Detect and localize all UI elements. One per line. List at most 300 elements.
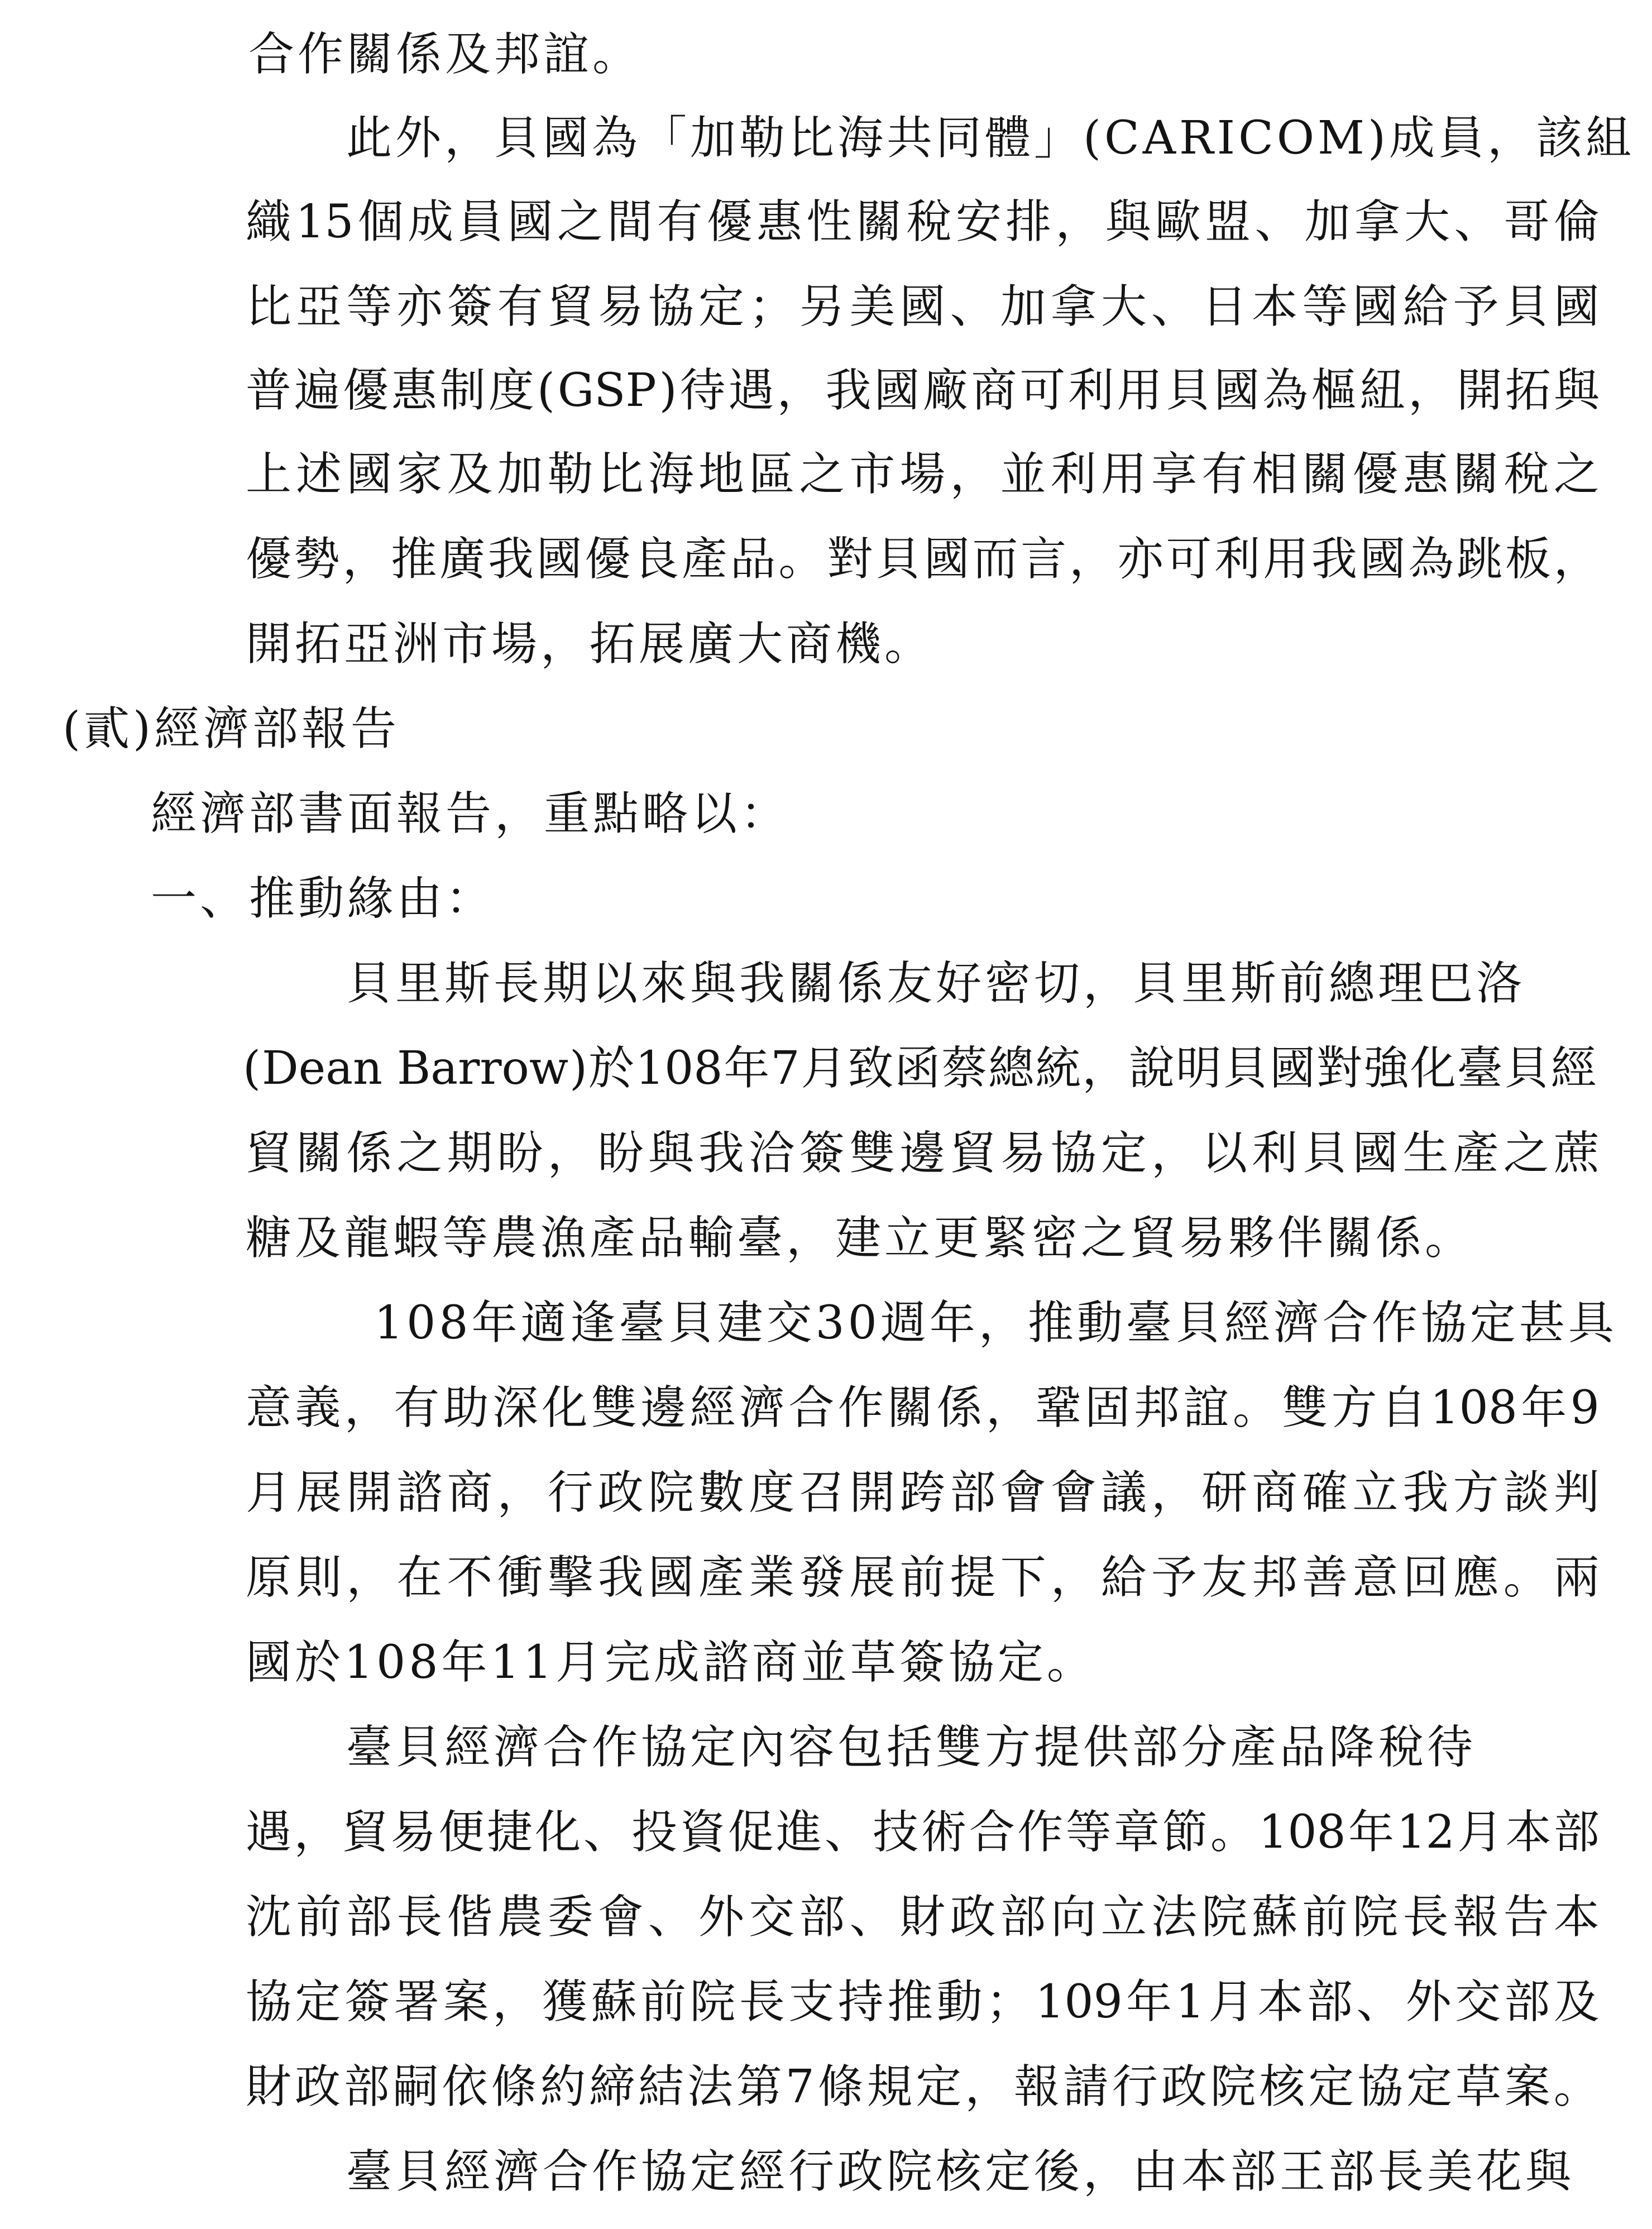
- text-glyph: 展: [296, 1466, 342, 1519]
- text-glyph: 盼: [497, 1127, 543, 1180]
- text-glyph: 兩: [1553, 1551, 1600, 1604]
- text-glyph: 期: [447, 1127, 493, 1180]
- text-glyph: 月: [1208, 1976, 1254, 2029]
- text-glyph: 之: [1553, 448, 1600, 501]
- text-glyph: 諮: [396, 1466, 443, 1519]
- text-glyph: 國: [1352, 280, 1399, 333]
- text-glyph: 易: [390, 1806, 437, 1859]
- text-glyph: 惠: [756, 195, 802, 248]
- text-glyph: 加: [1304, 195, 1351, 248]
- text-glyph: 易: [597, 280, 644, 333]
- text-glyph: 說: [1129, 1042, 1175, 1095]
- text-glyph: 推: [887, 1976, 933, 2029]
- text-glyph: 貝: [875, 533, 921, 586]
- text-glyph: ；: [985, 1976, 1032, 2029]
- text-glyph: 協: [648, 280, 694, 333]
- text-glyph: 關: [887, 1381, 933, 1434]
- text-glyph: 享: [1151, 448, 1197, 501]
- text-glyph: 利: [1050, 448, 1096, 501]
- text-glyph: 術: [921, 1806, 967, 1859]
- text-glyph: ，: [1050, 1551, 1096, 1604]
- text-glyph: 在: [396, 1551, 443, 1604]
- text-glyph: 部: [1000, 1891, 1046, 1944]
- text-glyph: ，: [1151, 1127, 1197, 1180]
- text-glyph: 我: [1311, 533, 1357, 586]
- text-glyph: 等: [346, 280, 392, 333]
- text-glyph: 部: [343, 2060, 390, 2113]
- text-glyph: 政: [294, 2060, 341, 2113]
- text-glyph: 並: [1000, 448, 1046, 501]
- text-glyph: 排: [1005, 195, 1052, 248]
- text-glyph: 等: [1302, 280, 1348, 333]
- text-line: [246, 1550, 1600, 1606]
- text-glyph: 待: [679, 364, 726, 417]
- text-glyph: 、: [648, 1891, 694, 1944]
- text-glyph: 我: [825, 364, 872, 417]
- text-glyph: 案: [1504, 2060, 1550, 2113]
- text-glyph: 個: [357, 195, 404, 248]
- text-glyph: 盟: [1205, 195, 1251, 248]
- text-glyph: 盼: [597, 1127, 644, 1180]
- text-glyph: 衝: [497, 1551, 543, 1604]
- text-glyph: 本: [1257, 1976, 1304, 2029]
- text-glyph: 雙: [591, 1381, 637, 1434]
- text-glyph: 關: [856, 195, 902, 248]
- text-glyph: 比: [246, 280, 292, 333]
- text-line: 國於108年11月完成諮商並草簽協定。: [246, 1636, 1096, 1689]
- text-glyph: 邊: [899, 1127, 946, 1180]
- text-glyph: 亦: [1117, 533, 1163, 586]
- text-glyph: 安: [955, 195, 1002, 248]
- text-line: [246, 363, 1600, 419]
- text-glyph: 跨: [899, 1466, 946, 1519]
- text-glyph: 數: [698, 1466, 744, 1519]
- text-glyph: 國: [1553, 280, 1600, 333]
- text-glyph: 用: [1117, 364, 1163, 417]
- text-glyph: 亞: [296, 280, 342, 333]
- text-glyph: 開: [1457, 364, 1503, 417]
- text-glyph: 善: [1302, 1551, 1348, 1604]
- text-glyph: 而: [972, 533, 1018, 586]
- text-glyph: 品: [730, 533, 776, 586]
- text-glyph: 廠: [922, 364, 969, 417]
- text-glyph: 之: [557, 195, 603, 248]
- text-glyph: 節: [1162, 1806, 1208, 1859]
- text-glyph: 與: [1553, 364, 1600, 417]
- text-glyph: 案: [443, 1976, 489, 2029]
- text-glyph: 嗣: [392, 2060, 439, 2113]
- text-glyph: ，: [985, 1381, 1032, 1434]
- paragraph-first-line: 108年適逢臺貝建交30週年，推動臺貝經濟合作協定甚具: [374, 1297, 1617, 1350]
- text-glyph: 關: [296, 1127, 342, 1180]
- text-glyph: 海: [648, 448, 694, 501]
- text-glyph: 協: [246, 1976, 292, 2029]
- text-glyph: 前: [296, 1891, 342, 1944]
- text-glyph: 產: [681, 533, 727, 586]
- text-glyph: 意: [1352, 1551, 1399, 1604]
- text-glyph: 108: [1430, 1381, 1517, 1434]
- text-glyph: 報: [1453, 1891, 1499, 1944]
- text-glyph: 成: [408, 195, 454, 248]
- text-glyph: 雙: [1282, 1381, 1328, 1434]
- text-glyph: 有: [497, 280, 543, 333]
- text-glyph: 勒: [547, 448, 593, 501]
- text-glyph: 樞: [1311, 364, 1357, 417]
- text-line: [246, 279, 1600, 335]
- text-glyph: 7: [785, 2060, 815, 2113]
- text-glyph: 貿: [547, 280, 593, 333]
- text-glyph: 跳: [1457, 533, 1503, 586]
- text-glyph: 定: [698, 280, 744, 333]
- text-line: [246, 1974, 1600, 2030]
- text-glyph: 美: [849, 280, 896, 333]
- text-glyph: 蔗: [1553, 1127, 1600, 1180]
- text-glyph: 友: [1201, 1551, 1248, 1604]
- text-glyph: 鞏: [1035, 1381, 1081, 1434]
- text-glyph: 政: [950, 1891, 996, 1944]
- text-glyph: 。: [1503, 1551, 1549, 1604]
- text-line: 開拓亞洲市場，拓展廣大商機。: [246, 618, 934, 671]
- text-glyph: 區: [749, 448, 795, 501]
- text-glyph: 與: [648, 1127, 694, 1180]
- text-glyph: 優: [246, 533, 292, 586]
- text-glyph: ，: [1082, 1042, 1128, 1095]
- text-glyph: 固: [1084, 1381, 1131, 1434]
- text-glyph: 簽: [447, 280, 493, 333]
- text-glyph: ，: [1055, 195, 1102, 248]
- text-glyph: 化: [535, 1806, 581, 1859]
- text-glyph: 貝: [1223, 1042, 1269, 1095]
- text-glyph: 交: [749, 1891, 795, 1944]
- text-glyph: 有: [657, 195, 703, 248]
- text-glyph: 前: [1302, 1891, 1348, 1944]
- text-glyph: 長: [739, 1976, 785, 2029]
- text-glyph: 約: [540, 2060, 586, 2113]
- text-glyph: 提: [950, 1551, 996, 1604]
- text-glyph: 依: [442, 2060, 488, 2113]
- text-glyph: 國: [874, 364, 920, 417]
- text-glyph: 、: [1356, 1976, 1402, 2029]
- text-glyph: 予: [1453, 280, 1499, 333]
- text-glyph: 述: [296, 448, 342, 501]
- text-glyph: (: [537, 364, 555, 417]
- text-glyph: 給: [1402, 280, 1449, 333]
- text-glyph: 我: [597, 1551, 644, 1604]
- text-glyph: 總: [988, 1042, 1035, 1095]
- text-glyph: 持: [837, 1976, 884, 2029]
- text-glyph: 利: [1214, 533, 1261, 586]
- text-glyph: 資: [679, 1806, 726, 1859]
- text-glyph: 濟: [739, 1381, 785, 1434]
- text-glyph: 關: [1302, 448, 1348, 501]
- text-glyph: (: [243, 1042, 261, 1095]
- text-glyph: 定: [1100, 1127, 1147, 1180]
- text-glyph: 發: [799, 1551, 845, 1604]
- text-glyph: 報: [1014, 2060, 1060, 2113]
- text-glyph: 財: [899, 1891, 946, 1944]
- text-line: [246, 2059, 1600, 2115]
- text-glyph: GSP: [557, 364, 657, 417]
- text-glyph: 推: [391, 533, 437, 586]
- text-glyph: 、: [1454, 195, 1500, 248]
- text-glyph: 度: [488, 364, 534, 417]
- text-glyph: 家: [396, 448, 443, 501]
- text-glyph: 法: [1151, 1891, 1197, 1944]
- text-glyph: 產: [698, 1551, 744, 1604]
- text-glyph: ，: [1553, 533, 1600, 586]
- text-glyph: 1: [1175, 1976, 1205, 2029]
- text-glyph: 貝: [1503, 280, 1549, 333]
- text-glyph: 偕: [447, 1891, 493, 1944]
- text-glyph: 章: [1114, 1806, 1160, 1859]
- text-glyph: 商: [1252, 1466, 1298, 1519]
- text-glyph: 立: [1100, 1891, 1147, 1944]
- text-glyph: 統: [1035, 1042, 1081, 1095]
- text-glyph: 立: [1352, 1466, 1399, 1519]
- text-glyph: 財: [246, 2060, 292, 2113]
- text-glyph: 致: [847, 1042, 894, 1095]
- text-glyph: 、: [849, 1891, 896, 1944]
- text-glyph: 我: [1402, 1466, 1449, 1519]
- text-glyph: 。: [1210, 1806, 1256, 1859]
- text-glyph: 國: [899, 280, 946, 333]
- text-glyph: 下: [1000, 1551, 1046, 1604]
- text-glyph: 。: [1232, 1381, 1278, 1434]
- text-glyph: 政: [597, 1466, 644, 1519]
- text-glyph: 為: [1262, 364, 1309, 417]
- text-glyph: 動: [936, 1976, 983, 2029]
- text-glyph: 遍: [294, 364, 340, 417]
- text-glyph: 蘇: [591, 1976, 637, 2029]
- text-glyph: 我: [487, 533, 534, 586]
- text-glyph: 自: [1380, 1381, 1426, 1434]
- text-glyph: 用: [1100, 448, 1147, 501]
- text-glyph: 制: [439, 364, 486, 417]
- text-glyph: 年: [1521, 1381, 1567, 1434]
- text-glyph: 遇: [246, 1806, 292, 1859]
- text-glyph: 、: [824, 1806, 870, 1859]
- text-glyph: 告: [1503, 1891, 1549, 1944]
- text-glyph: 邦: [1252, 1551, 1298, 1604]
- text-glyph: 定: [295, 1976, 341, 2029]
- text-glyph: 可: [1166, 533, 1212, 586]
- text-glyph: 部: [799, 1891, 845, 1944]
- text-glyph: 加: [1000, 280, 1046, 333]
- text-glyph: 誼: [1183, 1381, 1229, 1434]
- text-glyph: 拿: [1354, 195, 1400, 248]
- text-glyph: 沈: [246, 1891, 292, 1944]
- text-glyph: 關: [1453, 448, 1499, 501]
- text-glyph: ，: [1151, 1466, 1197, 1519]
- text-glyph: 條: [491, 2060, 537, 2113]
- text-glyph: 上: [246, 448, 292, 501]
- text-glyph: 國: [507, 195, 553, 248]
- text-glyph: 院: [1210, 2060, 1256, 2113]
- text-glyph: 助: [443, 1381, 489, 1434]
- text-glyph: 國: [346, 448, 392, 501]
- text-glyph: 會: [1050, 1466, 1096, 1519]
- text-glyph: 則: [296, 1551, 342, 1604]
- text-glyph: ，: [344, 1381, 390, 1434]
- text-glyph: 國: [1359, 533, 1406, 586]
- text-glyph: 優: [585, 533, 631, 586]
- text-glyph: 展: [849, 1551, 896, 1604]
- text-glyph: 員: [457, 195, 504, 248]
- text-glyph: 、: [1254, 195, 1301, 248]
- text-glyph: 及: [1553, 1976, 1600, 2029]
- text-glyph: 國: [923, 533, 970, 586]
- text-glyph: 與: [1105, 195, 1151, 248]
- text-glyph: 前: [899, 1551, 946, 1604]
- text-glyph: 長: [1402, 1891, 1449, 1944]
- text-glyph: 農: [497, 1891, 543, 1944]
- text-glyph: 等: [1065, 1806, 1112, 1859]
- text-glyph: 大: [1100, 280, 1147, 333]
- text-glyph: 定: [916, 2060, 962, 2113]
- text-glyph: 化: [542, 1381, 588, 1434]
- text-line: [246, 1805, 1600, 1860]
- text-glyph: 。: [778, 533, 825, 586]
- text-glyph: ，: [965, 2060, 1011, 2113]
- text-glyph: 向: [1050, 1891, 1096, 1944]
- text-glyph: 稅: [1503, 448, 1549, 501]
- text-glyph: 紐: [1359, 364, 1406, 417]
- text-glyph: 商: [971, 364, 1017, 417]
- text-glyph: 獲: [542, 1976, 588, 2029]
- text-glyph: 洽: [749, 1127, 795, 1180]
- text-glyph: 性: [806, 195, 853, 248]
- text-glyph: 給: [1100, 1551, 1147, 1604]
- text-line: [243, 1041, 1597, 1097]
- text-glyph: 義: [295, 1381, 341, 1434]
- text-glyph: 優: [342, 364, 389, 417]
- text-glyph: 比: [597, 448, 644, 501]
- text-glyph: ，: [1408, 364, 1454, 417]
- text-glyph: 亦: [396, 280, 443, 333]
- text-glyph: 擊: [547, 1551, 593, 1604]
- text-glyph: 支: [788, 1976, 835, 2029]
- text-glyph: ，: [950, 448, 996, 501]
- text-glyph: 相: [1252, 448, 1298, 501]
- text-glyph: 會: [1000, 1466, 1046, 1519]
- text-glyph: 前: [640, 1976, 687, 2029]
- text-glyph: 我: [698, 1127, 744, 1180]
- text-glyph: 對: [827, 533, 873, 586]
- text-glyph: 度: [749, 1466, 795, 1519]
- text-glyph: 國: [536, 533, 582, 586]
- text-glyph: 不: [447, 1551, 493, 1604]
- text-glyph: 12: [1396, 1806, 1455, 1859]
- text-glyph: 召: [799, 1466, 845, 1519]
- text-glyph: 確: [1302, 1466, 1348, 1519]
- text-glyph: 合: [788, 1381, 835, 1434]
- text-glyph: 間: [607, 195, 653, 248]
- text-line: [246, 194, 1600, 250]
- text-glyph: 回: [1402, 1551, 1449, 1604]
- text-line: [246, 447, 1600, 503]
- text-glyph: 普: [246, 364, 292, 417]
- text-glyph: 雙: [849, 1127, 896, 1180]
- text-glyph: 惠: [1402, 448, 1449, 501]
- text-glyph: 年: [724, 1042, 770, 1095]
- text-glyph: 院: [1352, 1891, 1399, 1944]
- text-glyph: 惠: [391, 364, 437, 417]
- text-glyph: 函: [894, 1042, 941, 1095]
- text-glyph: 及: [447, 448, 493, 501]
- text-glyph: 簽: [799, 1127, 845, 1180]
- text-glyph: 歐: [1155, 195, 1201, 248]
- text-glyph: 利: [1068, 364, 1114, 417]
- text-glyph: 於: [588, 1042, 634, 1095]
- text-glyph: 交: [1455, 1976, 1501, 2029]
- text-glyph: 貝: [1302, 1127, 1348, 1180]
- text-glyph: 投: [631, 1806, 678, 1859]
- text-glyph: 草: [1455, 2060, 1502, 2113]
- text-glyph: 可: [1019, 364, 1066, 417]
- text-glyph: 請: [1063, 2060, 1109, 2113]
- text-glyph: 月: [246, 1466, 292, 1519]
- text-glyph: 強: [1363, 1042, 1409, 1095]
- text-glyph: 良: [633, 533, 679, 586]
- text-glyph: 市: [849, 448, 896, 501]
- text-glyph: 月: [801, 1042, 847, 1095]
- text-glyph: 部: [1306, 1976, 1353, 2029]
- text-glyph: 捷: [486, 1806, 533, 1859]
- text-glyph: 國: [648, 1551, 694, 1604]
- text-glyph: 外: [1405, 1976, 1452, 2029]
- text-glyph: 本: [1505, 1806, 1552, 1859]
- text-glyph: 地: [698, 448, 744, 501]
- text-glyph: 明: [1176, 1042, 1222, 1095]
- text-line: 糖及龍蝦等農漁產品輸臺，建立更緊密之貿易夥伴關係。: [246, 1212, 1474, 1265]
- text-glyph: 大: [1404, 195, 1450, 248]
- text-glyph: 場: [899, 448, 946, 501]
- text-glyph: Dean Barrow: [261, 1042, 569, 1095]
- text-glyph: 部: [1553, 1806, 1600, 1859]
- text-glyph: 簽: [344, 1976, 390, 2029]
- text-glyph: 係: [346, 1127, 392, 1180]
- text-glyph: 業: [749, 1551, 795, 1604]
- text-glyph: 協: [1050, 1127, 1096, 1180]
- text-glyph: 國: [1352, 1127, 1399, 1180]
- text-glyph: 談: [1503, 1466, 1549, 1519]
- text-glyph: 方: [1331, 1381, 1377, 1434]
- text-glyph: 7: [770, 1042, 800, 1095]
- text-glyph: 作: [1017, 1806, 1064, 1859]
- text-line: [246, 1890, 1600, 1945]
- text-glyph: 之: [396, 1127, 443, 1180]
- text-glyph: 國: [1269, 1042, 1315, 1095]
- text-glyph: 。: [1553, 2060, 1600, 2113]
- text-glyph: 108: [1258, 1806, 1346, 1859]
- text-glyph: 商: [447, 1466, 493, 1519]
- text-glyph: 原: [246, 1551, 292, 1604]
- text-glyph: 作: [837, 1381, 884, 1434]
- text-glyph: 貝: [1503, 1042, 1550, 1095]
- text-glyph: 用: [1263, 533, 1309, 586]
- text-glyph: 優: [1352, 448, 1399, 501]
- text-glyph: 部: [1504, 1976, 1550, 2029]
- text-glyph: 行: [547, 1466, 593, 1519]
- text-glyph: 院: [689, 1976, 736, 2029]
- text-glyph: 深: [492, 1381, 538, 1434]
- text-glyph: 予: [1151, 1551, 1197, 1604]
- text-glyph: 定: [1406, 2060, 1453, 2113]
- text-glyph: 促: [727, 1806, 774, 1859]
- text-glyph: 蔡: [941, 1042, 988, 1095]
- text-glyph: ，: [294, 1806, 340, 1859]
- subsection-heading: 一、推動緣由：: [151, 872, 495, 925]
